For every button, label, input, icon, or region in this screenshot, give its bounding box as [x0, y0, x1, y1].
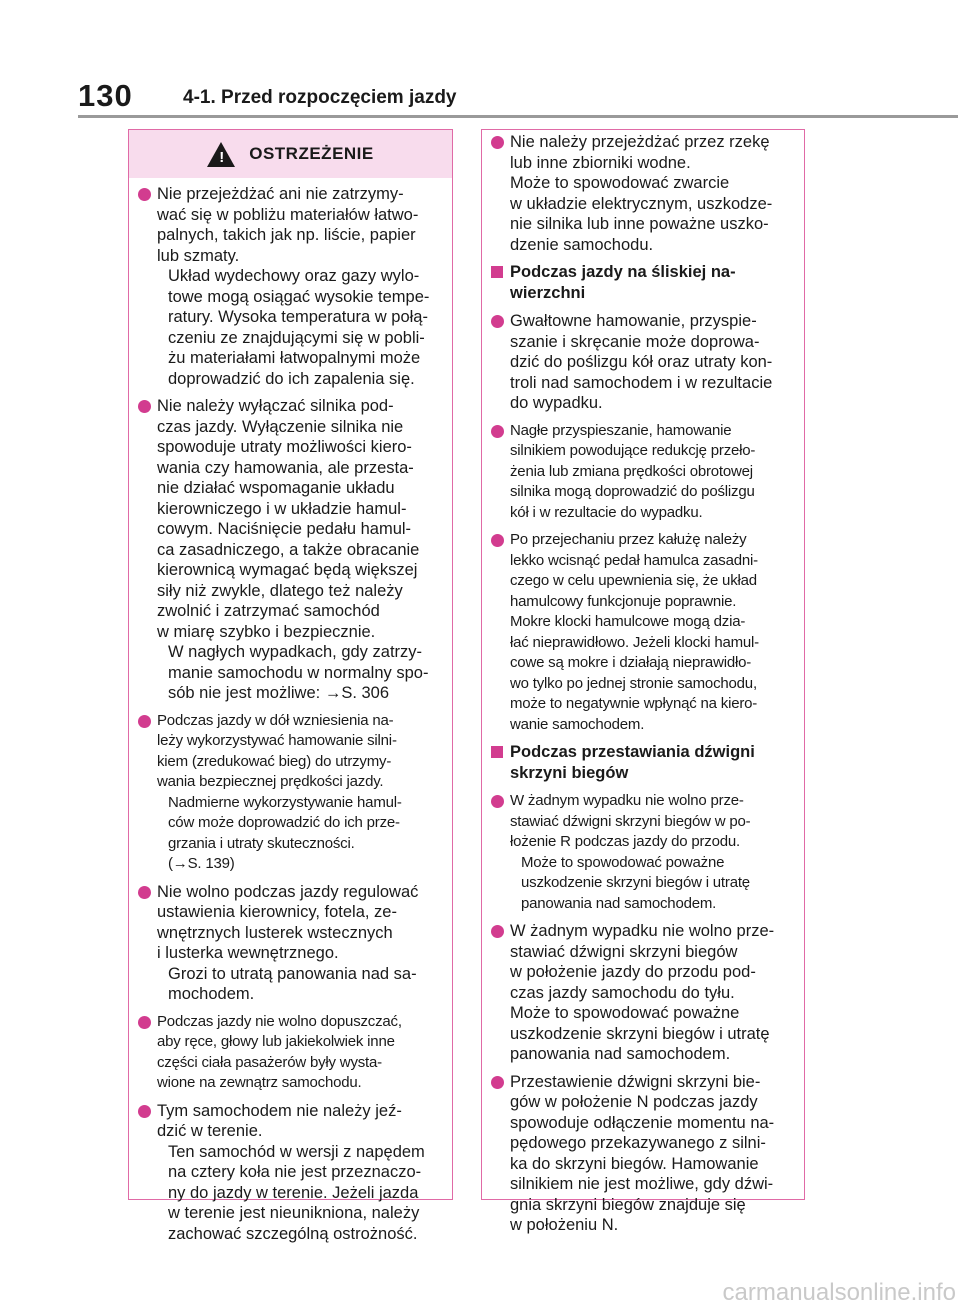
note-line: grzania i utraty skuteczności.	[168, 834, 355, 852]
item-line: Mokre klocki hamulcowe mogą dzia-	[510, 613, 746, 630]
warning-box-continued	[481, 129, 805, 1234]
note-line: W nagłych wypadkach, gdy zatrzy-	[168, 643, 423, 661]
note-line: Układ wydechowy oraz gazy wylo-	[168, 267, 420, 285]
item-line: Gwałtowne hamowanie, przyspie-	[510, 312, 757, 330]
item-line: ustawienia kierownicy, fotela, ze-	[157, 903, 397, 921]
item-line: dzić do poślizgu kół oraz utraty kon-	[510, 353, 773, 371]
item-line: wania czy hamowania, ale przesta-	[157, 458, 414, 477]
circle-bullet-icon	[138, 715, 151, 728]
item-note	[157, 1142, 446, 1245]
item-line: w położeniu N.	[510, 1216, 619, 1234]
warning-box	[128, 129, 453, 1243]
warning-item	[137, 396, 446, 704]
item-line: pędowego przekazywanego z silni-	[510, 1134, 766, 1152]
warning-triangle-icon: !	[207, 142, 235, 167]
page-header	[78, 78, 878, 118]
item-line: w miarę szybko i bezpiecznie.	[157, 622, 376, 641]
item-line: spowoduje utraty możliwości kiero-	[157, 438, 412, 456]
circle-bullet-icon	[491, 1076, 504, 1089]
note-line: sób nie jest możliwe: →S. 306	[168, 684, 390, 702]
item-line: może to negatywnie wpłynąć na kiero-	[510, 695, 758, 712]
note-line: mochodem.	[168, 985, 255, 1003]
warning-header	[129, 130, 452, 178]
note-line: nie silnika lub inne poważne uszko-	[510, 215, 769, 233]
note-line: manie samochodu w normalny spo-	[168, 663, 429, 682]
circle-bullet-icon	[491, 795, 504, 808]
note-line: ców może doprowadzić do ich prze-	[168, 814, 400, 831]
warning-item	[490, 132, 798, 255]
circle-bullet-icon	[491, 136, 504, 149]
page-number: 130	[78, 78, 133, 113]
circle-bullet-icon	[491, 425, 504, 438]
circle-bullet-icon	[138, 188, 151, 201]
warning-item	[490, 921, 798, 1065]
item-line: łać nieprawidłowo. Jeżeli klocki hamul-	[510, 633, 759, 651]
note-line: doprowadzić do ich zapalenia się.	[168, 369, 415, 388]
watermark: carmanualsonline.info	[722, 1279, 956, 1306]
note-line: dzenie samochodu.	[510, 235, 654, 254]
circle-bullet-icon	[138, 400, 151, 413]
item-line: i lusterka wewnętrznego.	[157, 944, 339, 962]
note-line: panowania nad samochodem.	[510, 1045, 731, 1063]
item-line: wo tylko po jednej stronie samochodu,	[510, 674, 757, 692]
item-line: stawiać dźwigni skrzyni biegów w po-	[510, 812, 751, 830]
item-line: lekko wcisnąć pedał hamulca zasadni-	[510, 551, 758, 569]
item-line: ca zasadniczego, a także obracanie	[157, 540, 420, 559]
section-title: 4-1. Przed rozpoczęciem jazdy	[183, 87, 457, 108]
item-line: wać się w pobliżu materiałów łatwo-	[157, 205, 419, 224]
warning-item	[137, 711, 446, 875]
warning-item	[490, 1072, 798, 1236]
square-bullet-icon	[491, 746, 503, 758]
item-line: lub szmaty.	[157, 246, 240, 265]
item-line: gów w położenie N podczas jazdy	[510, 1093, 758, 1111]
note-line: Może to spowodować poważne	[510, 1004, 740, 1022]
item-line: ka do skrzyni biegów. Hamowanie	[510, 1154, 759, 1173]
note-line: na cztery koła nie jest przeznaczo-	[168, 1163, 422, 1181]
item-line: aby ręce, głowy lub jakiekolwiek inne	[157, 1033, 395, 1050]
warning-left-content	[129, 178, 452, 1244]
item-note	[510, 1003, 798, 1065]
warning-item	[137, 184, 446, 389]
item-line: nie działać wspomaganie układu	[157, 479, 395, 497]
circle-bullet-icon	[491, 925, 504, 938]
item-note	[510, 173, 798, 255]
item-line: do wypadku.	[510, 394, 603, 412]
item-line: zwolnić i zatrzymać samochód	[157, 602, 380, 620]
item-line: W żadnym wypadku nie wolno prze-	[510, 792, 744, 809]
circle-bullet-icon	[491, 534, 504, 547]
note-line: żu materiałami łatwopalnymi może	[168, 349, 421, 367]
note-line: uszkodzenie skrzyni biegów i utratę	[521, 874, 750, 891]
subsection-heading	[490, 742, 798, 783]
item-line: czas jazdy samochodu do tyłu.	[510, 983, 735, 1002]
note-line: uszkodzenie skrzyni biegów i utratę	[510, 1024, 770, 1043]
item-line: Nie wolno podczas jazdy regulować	[157, 882, 419, 901]
item-line: cowym. Naciśnięcie pedału hamul-	[157, 520, 412, 538]
heading-line: wierzchni	[510, 283, 586, 302]
item-line: palnych, takich jak np. liście, papier	[157, 226, 416, 244]
item-line: czas jazdy. Wyłączenie silnika nie	[157, 417, 404, 436]
note-line: ny do jazdy w terenie. Jeżeli jazda	[168, 1183, 419, 1202]
circle-bullet-icon	[138, 1105, 151, 1118]
item-line: kół i w rezultacie do wypadku.	[510, 503, 703, 521]
item-line: leży wykorzystywać hamowanie silni-	[157, 732, 397, 749]
note-line: Może to spowodować zwarcie	[510, 174, 730, 192]
item-line: Nie przejeżdżać ani nie zatrzymy-	[157, 185, 404, 203]
note-line: czeniu ze znajdującymi się w pobli-	[168, 328, 425, 347]
note-line: panowania nad samochodem.	[521, 894, 717, 912]
item-line: cowe są mokre i działają nieprawidło-	[510, 654, 752, 671]
item-line: lub inne zbiorniki wodne.	[510, 153, 691, 172]
note-line: w terenie jest nieunikniona, należy	[168, 1204, 420, 1222]
item-line: Podczas jazdy nie wolno dopuszczać,	[157, 1012, 402, 1030]
item-line: stawiać dźwigni skrzyni biegów	[510, 942, 738, 961]
warning-right-content	[482, 130, 804, 1236]
item-line: troli nad samochodem i w rezultacie	[510, 373, 773, 392]
heading-line: skrzyni biegów	[510, 763, 629, 782]
warning-item	[137, 1101, 446, 1245]
circle-bullet-icon	[491, 315, 504, 328]
item-line: siły niż zwykle, dlatego też należy	[157, 581, 403, 600]
item-line: wania bezpiecznej prędkości jazdy.	[157, 773, 384, 790]
item-line: żenia lub zmiana prędkości obrotowej	[510, 462, 753, 480]
note-line: Grozi to utratą panowania nad sa-	[168, 964, 417, 983]
item-line: kiem (zredukować bieg) do utrzymy-	[157, 752, 392, 770]
note-line: Ten samochód w wersji z napędem	[168, 1142, 425, 1161]
item-note	[157, 964, 446, 1005]
warning-item	[490, 530, 798, 735]
item-note	[157, 642, 446, 704]
square-bullet-icon	[491, 266, 503, 278]
item-line: Nie należy wyłączać silnika pod-	[157, 397, 394, 415]
warning-item	[490, 311, 798, 414]
item-line: kierowniczego i w układzie hamul-	[157, 499, 407, 518]
note-line: Może to spowodować poważne	[521, 853, 725, 871]
item-line: wanie samochodem.	[510, 715, 645, 733]
heading-line: Podczas przestawiania dźwigni	[510, 743, 755, 761]
note-line: towe mogą osiągać wysokie tempe-	[168, 287, 430, 306]
item-line: W żadnym wypadku nie wolno prze-	[510, 922, 775, 940]
item-line: czego w celu upewnienia się, że układ	[510, 572, 757, 589]
item-line: Po przejechaniu przez kałużę należy	[510, 531, 747, 548]
item-line: Podczas jazdy w dół wzniesienia na-	[157, 711, 394, 729]
item-line: części ciała pasażerów były wysta-	[157, 1053, 382, 1071]
item-line: silnika mogą doprowadzić do poślizgu	[510, 483, 755, 500]
item-line: dzić w terenie.	[157, 1122, 263, 1140]
item-line: kierownicą wymagać będą większej	[157, 561, 418, 579]
circle-bullet-icon	[138, 1016, 151, 1029]
note-line: (→S. 139)	[168, 855, 235, 872]
item-line: wnętrznych lusterek wstecznych	[157, 923, 393, 942]
item-line: szanie i skręcanie może doprowa-	[510, 332, 760, 351]
item-line: spowoduje odłączenie momentu na-	[510, 1113, 775, 1132]
note-line: w układzie elektrycznym, uszkodze-	[510, 194, 773, 213]
item-line: wione na zewnątrz samochodu.	[157, 1074, 362, 1091]
item-line: gnia skrzyni biegów znajduje się	[510, 1195, 746, 1214]
header-rule	[78, 115, 958, 118]
item-line: silnikiem nie jest możliwe, gdy dźwi-	[510, 1175, 774, 1193]
warning-item	[137, 1012, 446, 1094]
note-line: Nadmierne wykorzystywanie hamul-	[168, 793, 402, 811]
item-line: w położenie jazdy do przodu pod-	[510, 963, 756, 981]
item-line: łożenie R podczas jazdy do przodu.	[510, 833, 741, 850]
note-line: zachować szczególną ostrożność.	[168, 1224, 418, 1243]
item-note	[157, 266, 446, 389]
warning-item	[490, 421, 798, 524]
item-line: Nie należy przejeżdżać przez rzekę	[510, 133, 770, 151]
item-line: Nagłe przyspieszanie, hamowanie	[510, 421, 732, 439]
item-line: Przestawienie dźwigni skrzyni bie-	[510, 1072, 761, 1091]
note-line: ratury. Wysoka temperatura w połą-	[168, 308, 428, 326]
warning-item	[490, 791, 798, 914]
item-line: Tym samochodem nie należy jeź-	[157, 1101, 402, 1120]
heading-line: Podczas jazdy na śliskiej na-	[510, 263, 736, 281]
item-note	[510, 853, 798, 915]
circle-bullet-icon	[138, 886, 151, 899]
warning-item	[137, 882, 446, 1005]
warning-title: OSTRZEŻENIE	[249, 144, 374, 163]
subsection-heading	[490, 262, 798, 303]
item-line: hamulcowy funkcjonuje poprawnie.	[510, 592, 737, 610]
item-note	[157, 793, 446, 875]
item-line: silnikiem powodujące redukcję przeło-	[510, 442, 756, 459]
